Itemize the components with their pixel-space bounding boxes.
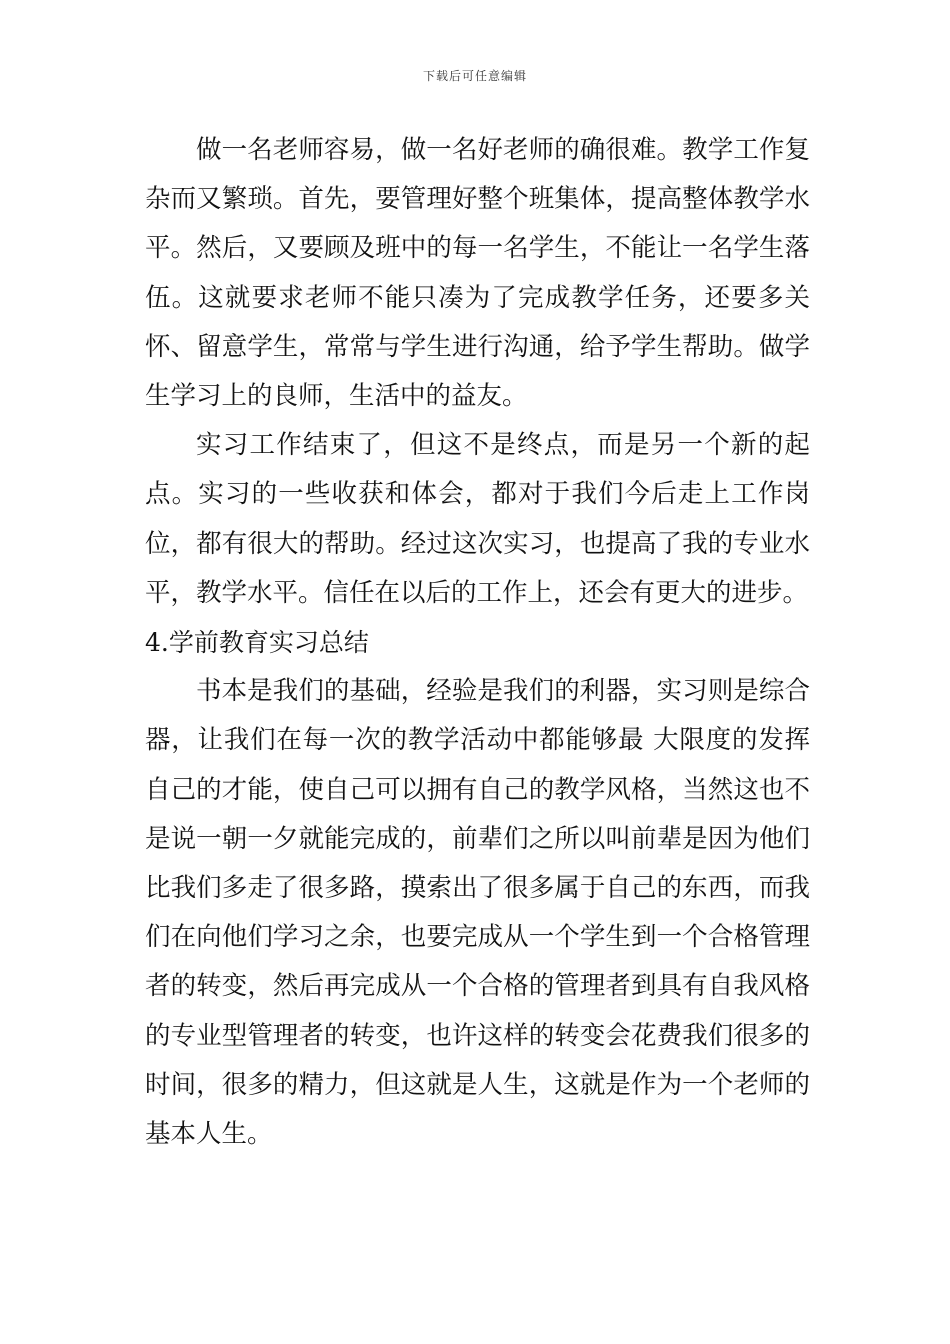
paragraph-internship-end: 实习工作结束了，但这不是终点，而是另一个新的起点。实习的一些收获和体会，都对于我们今后走上工作岗位，都有很大的帮助。经过这次实习，也提高了我的专业水平，教学水平。信任在以后的工作上，还会有更大的进步。: [145, 430, 810, 608]
header-note: 下载后可任意编辑: [422, 69, 527, 83]
paragraph-summary: 书本是我们的基础，经验是我们的利器，实习则是综合器，让我们在每一次的教学活动中都能够最 大限度的发挥自己的才能，使自己可以拥有自己的教学风格，当然这也不是说一朝一夕就能完成的，前辈们之所以叫前辈是因为他们比我们多走了很多路，摸索出了很多属于自己的东西，而我们在向他们学习之余，也要完成从一个学生到一个合格管理者的转变，然后再完成从一个合格的管理者到具有自我风格的专业型管理者的转变，也许这样的转变会花费我们很多的时间，很多的精力，但这就是人生，这就是作为一个老师的基本人生。: [145, 676, 810, 1150]
document-body: [145, 126, 810, 1159]
section-heading: 4.学前教育实习总结: [145, 628, 369, 658]
paragraph-teaching: 做一名老师容易，做一名好老师的确很难。教学工作复杂而又繁琐。首先，要管理好整个班集体，提高整体教学水平。然后，又要顾及班中的每一名学生，不能让一名学生落伍。这就要求老师不能只凑为了完成教学任务，还要多关怀、留意学生，常常与学生进行沟通，给予学生帮助。做学生学习上的良师，生活中的益友。: [145, 135, 810, 412]
